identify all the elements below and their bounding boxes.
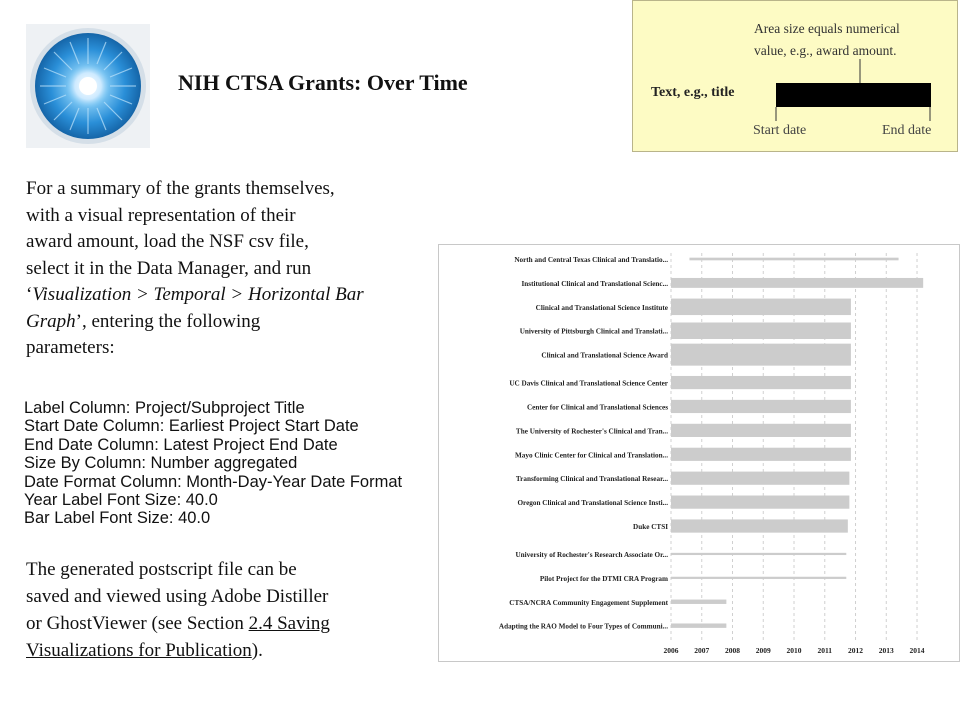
intro-line — [26, 309, 421, 336]
intro-line: parameters: — [26, 337, 115, 358]
bar-label: Pilot Project for the DTMI CRA Program — [539, 574, 668, 583]
param-bar-font: Bar Label Font Size: 40.0 — [24, 509, 211, 528]
quote-open: ‘ — [26, 284, 33, 305]
outro-paragraph — [26, 556, 421, 664]
intro-line-tail: ’, entering the following — [75, 310, 261, 332]
bar-label: Oregon Clinical and Translational Science Insti... — [517, 499, 668, 508]
section-link-2[interactable]: Visualizations for Publication — [26, 640, 252, 661]
x-tick-label: 2008 — [725, 646, 741, 655]
bar — [671, 472, 849, 485]
page-title: NIH CTSA Grants: Over Time — [178, 70, 468, 95]
iris-eye-logo-icon — [26, 24, 150, 148]
param-end-date: End Date Column: Latest Project End Date — [24, 435, 338, 454]
bar — [671, 424, 851, 437]
outro-line — [26, 610, 421, 637]
param-date-format: Date Format Column: Month-Day-Year Date Format — [24, 472, 403, 491]
intro-line — [26, 282, 421, 309]
bar — [671, 519, 848, 532]
bar-label: Adapting the RAO Model to Four Types of Communi... — [498, 622, 668, 631]
bar-label: UC Davis Clinical and Translational Science Center — [509, 379, 668, 388]
intro-line: award amount, load the NSF csv file, — [26, 231, 309, 252]
legend-text-label: Text, e.g., title — [651, 85, 735, 100]
param-size-by: Size By Column: Number aggregated — [24, 454, 298, 473]
outro-line-tail: ). — [251, 640, 263, 661]
outro-line: saved and viewed using Adobe Distiller — [26, 586, 329, 607]
intro-line: with a visual representation of their — [26, 204, 296, 226]
bar — [689, 258, 898, 261]
bar — [671, 577, 846, 579]
menu-path-italic-2: Graph — [26, 310, 76, 332]
outro-line: The generated postscript file can be — [26, 559, 297, 580]
bar — [671, 623, 726, 627]
bar-label: CTSA/NCRA Community Engagement Supplement — [509, 598, 668, 607]
bar — [671, 553, 846, 555]
x-tick-label: 2007 — [694, 646, 710, 655]
bar-label: Transforming Clinical and Translational Resear... — [515, 475, 668, 484]
outro-line-text: or GhostViewer (see Section — [26, 613, 249, 634]
bar — [671, 376, 851, 389]
bar — [671, 448, 851, 461]
bar-graph-svg — [439, 245, 959, 661]
x-tick-label: 2013 — [878, 646, 894, 655]
bar-label: The University of Rochester's Clinical and Tran... — [515, 427, 668, 436]
horizontal-bar-graph — [438, 244, 960, 662]
bar-label: University of Rochester's Research Associate Or... — [515, 550, 668, 559]
legend-sample-bar — [776, 83, 931, 107]
x-tick-label: 2011 — [817, 646, 833, 655]
bar — [671, 600, 726, 604]
x-tick-label: 2009 — [755, 646, 771, 655]
parameter-list — [24, 399, 402, 528]
bar-label: University of Pittsburgh Clinical and Translati... — [519, 327, 668, 336]
legend-start-label: Start date — [753, 123, 807, 138]
menu-path-italic: Visualization > Temporal > Horizontal Bar — [32, 284, 364, 305]
section-link[interactable]: 2.4 Saving — [248, 613, 330, 634]
intro-line: select it in the Data Manager, and run — [26, 257, 312, 279]
legend-area-note: Area size equals numerical — [754, 21, 900, 36]
x-tick-label: 2006 — [663, 646, 679, 655]
bar — [671, 322, 851, 339]
bar-label: Institutional Clinical and Translational Scienc... — [521, 279, 668, 288]
bar — [671, 496, 849, 509]
outro-line — [26, 637, 421, 664]
legend-box — [632, 0, 958, 152]
bar — [671, 299, 851, 316]
bar — [671, 278, 923, 288]
x-tick-label: 2012 — [848, 646, 864, 655]
legend-end-label: End date — [882, 123, 932, 138]
bar — [671, 344, 851, 366]
bar-label: Center for Clinical and Translational Sciences — [526, 403, 668, 412]
bar-label: Duke CTSI — [633, 523, 668, 532]
param-start-date: Start Date Column: Earliest Project Start Date — [24, 417, 359, 436]
bar-label: North and Central Texas Clinical and Translatio... — [514, 256, 668, 264]
x-tick-label: 2014 — [909, 646, 925, 655]
param-year-font: Year Label Font Size: 40.0 — [24, 490, 218, 509]
x-tick-label: 2010 — [786, 646, 802, 655]
intro-line: For a summary of the grants themselves, — [26, 178, 335, 199]
logo — [26, 24, 150, 148]
bar-label: Clinical and Translational Science Institute — [535, 303, 668, 312]
bar — [671, 400, 851, 413]
bar-label: Mayo Clinic Center for Clinical and Translation... — [514, 451, 668, 460]
legend-area-note-2: value, e.g., award amount. — [754, 43, 897, 58]
bar-label: Clinical and Translational Science Award — [541, 351, 668, 360]
intro-paragraph — [26, 176, 421, 362]
param-label-column: Label Column: Project/Subproject Title — [24, 399, 305, 417]
